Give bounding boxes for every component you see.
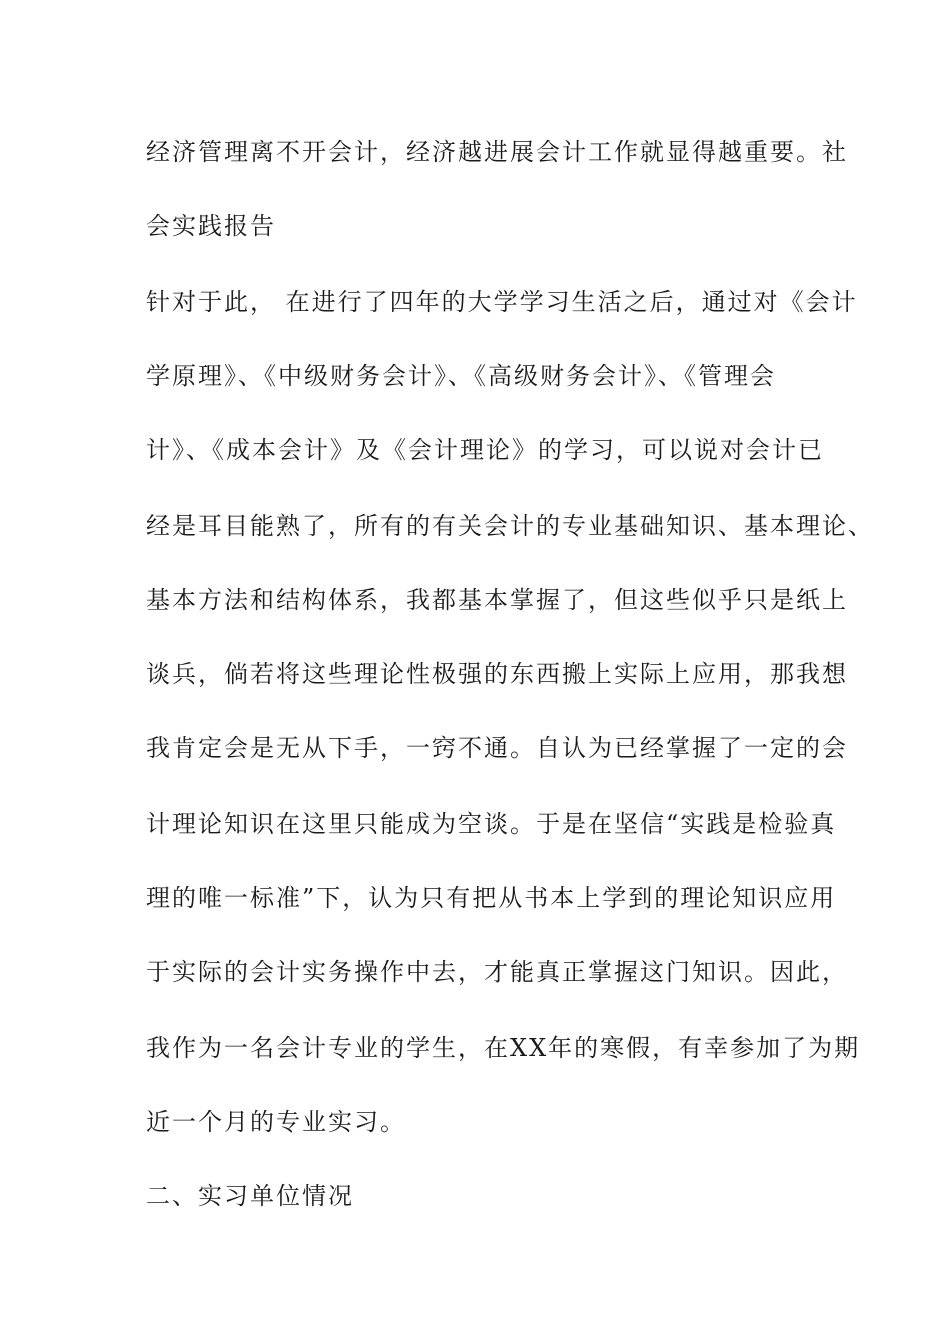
paragraph-line: 计》、《成本会计》及《会计理论》的学习，可以说对会计已 xyxy=(146,436,824,464)
paragraph-line: 会实践报告 xyxy=(146,212,276,240)
paragraph-line: 计理论知识在这里只能成为空谈。于是在坚信“实践是检验真 xyxy=(146,810,837,838)
section-heading: 二、实习单位情况 xyxy=(146,1182,354,1210)
paragraph-line: 我作为一名会计专业的学生，在XX年的寒假，有幸参加了为期 xyxy=(146,1034,861,1062)
paragraph-line: 近一个月的专业实习。 xyxy=(146,1108,406,1136)
paragraph-line: 理的唯一标准”下，认为只有把从书本上学到的理论知识应用 xyxy=(146,884,837,912)
paragraph-line: 经是耳目能熟了，所有的有关会计的专业基础知识、基本理论、 xyxy=(146,512,874,540)
paragraph-line: 基本方法和结构体系，我都基本掌握了，但这些似乎只是纸上 xyxy=(146,586,848,614)
paragraph-line: 谈兵，倘若将这些理论性极强的东西搬上实际上应用，那我想 xyxy=(146,660,848,688)
paragraph-line: 经济管理离不开会计，经济越进展会计工作就显得越重要。社 xyxy=(146,138,848,166)
paragraph-line: 我肯定会是无从下手，一窍不通。自认为已经掌握了一定的会 xyxy=(146,734,848,762)
paragraph-line: 学原理》、《中级财务会计》、《高级财务会计》、《管理会 xyxy=(146,362,776,390)
paragraph-line: 针对于此， 在进行了四年的大学学习生活之后，通过对《会计 xyxy=(146,288,858,316)
paragraph-line: 于实际的会计实务操作中去，才能真正掌握这门知识。因此， xyxy=(146,958,848,986)
